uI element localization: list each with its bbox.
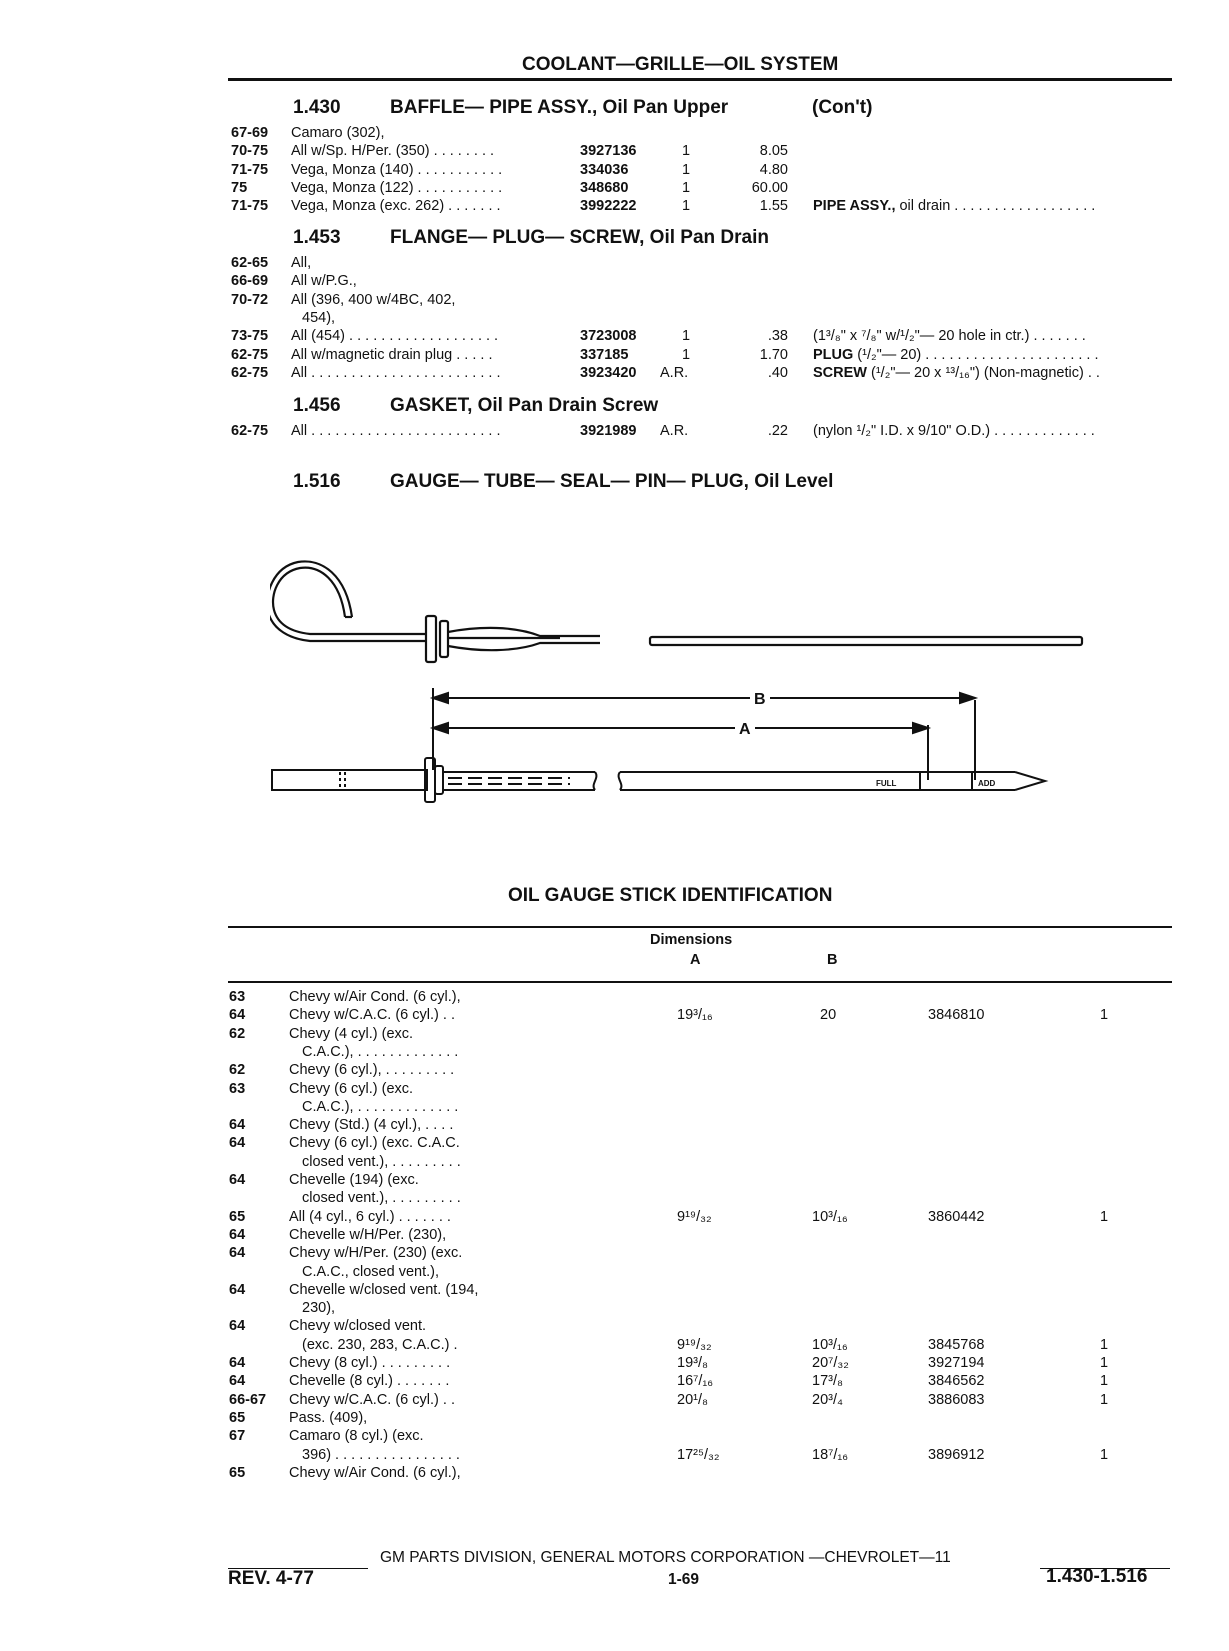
quantity: 1 xyxy=(682,161,691,178)
dimension-a: 20¹/₈ xyxy=(677,1391,708,1408)
dimension-b-label: B xyxy=(754,691,766,708)
ident-year: 64 xyxy=(229,1318,246,1335)
section-title: FLANGE— PLUG— SCREW, Oil Pan Drain xyxy=(390,227,769,248)
leader-dots: . . . . . . . . . . . xyxy=(413,179,503,196)
part-number: 348680 xyxy=(580,179,629,196)
ident-application: 396) . . . . . . . . . . . . . . . . xyxy=(302,1446,460,1463)
ident-part-number: 3927194 xyxy=(928,1355,985,1371)
application-text: All w/magnetic drain plug xyxy=(291,346,453,363)
ident-year: 64 xyxy=(229,1245,246,1262)
ident-application: Chevy w/Air Cond. (6 cyl.), xyxy=(289,989,461,1005)
row-application xyxy=(291,291,455,309)
quantity: A.R. xyxy=(660,423,689,439)
dimension-a: 17²⁵/₃₂ xyxy=(677,1446,720,1463)
ident-application: Chevy (6 cyl.), . . . . . . . . . xyxy=(289,1062,455,1079)
ident-application: Chevy (4 cyl.) (exc. xyxy=(289,1025,414,1042)
row-year: 67-69 xyxy=(231,125,269,141)
ident-quantity: 1 xyxy=(1100,1446,1109,1463)
dipstick-dimension-illustration xyxy=(272,688,1045,802)
dimension-a: 19³/₁₆ xyxy=(677,1007,713,1024)
dipstick-top-illustration xyxy=(270,561,1082,662)
ident-year: 66-67 xyxy=(229,1391,267,1408)
footer-page-number: 1-69 xyxy=(668,1571,700,1588)
ident-application: 230), xyxy=(302,1300,336,1317)
identification-title: OIL GAUGE STICK IDENTIFICATION xyxy=(508,885,833,906)
ident-application: Chevy (Std.) (4 cyl.), . . . . xyxy=(289,1117,454,1134)
item-name: PIPE ASSY., xyxy=(813,198,896,215)
leader-dots: . . . . . . . xyxy=(444,198,501,215)
row-application xyxy=(291,327,498,345)
row-application xyxy=(291,364,501,382)
ident-application: (exc. 230, 283, C.A.C.) . xyxy=(302,1336,458,1353)
footer-revision: REV. 4-77 xyxy=(228,1568,314,1589)
row-application xyxy=(291,124,384,142)
ident-quantity: 1 xyxy=(1100,1007,1109,1024)
price: .40 xyxy=(767,364,788,381)
price: .38 xyxy=(767,328,788,345)
ident-year: 64 xyxy=(229,1373,246,1390)
row-year: 62-75 xyxy=(231,346,269,363)
ident-year: 64 xyxy=(229,1172,246,1188)
row-application xyxy=(291,346,493,364)
ident-application: Pass. (409), xyxy=(289,1409,368,1426)
row-year: 71-75 xyxy=(231,161,269,178)
section-number: 1.453 xyxy=(293,227,341,248)
application-text: All w/P.G., xyxy=(291,273,357,290)
leader-dots: . . . . . . . . . . . . . . . . . . . xyxy=(345,328,499,345)
ident-year: 64 xyxy=(229,1355,246,1371)
dimension-a-label: A xyxy=(739,721,751,738)
ident-part-number: 3846562 xyxy=(928,1373,985,1390)
ident-application: Chevelle (194) (exc. xyxy=(289,1172,419,1188)
column-a-header: A xyxy=(690,952,701,968)
ident-year: 63 xyxy=(229,989,246,1005)
item-description xyxy=(813,422,1095,440)
ident-application: Chevelle (8 cyl.) . . . . . . . xyxy=(289,1373,450,1390)
leader-dots: . . . . . . . . . . . xyxy=(413,161,503,178)
row-application xyxy=(291,179,502,197)
ident-part-number: 3846810 xyxy=(928,1007,985,1024)
row-application xyxy=(291,272,357,290)
row-year: 62-75 xyxy=(231,423,269,439)
identification-header-rule xyxy=(228,981,1172,983)
section-title: BAFFLE— PIPE ASSY., Oil Pan Upper xyxy=(390,97,729,118)
dimension-b: 18⁷/₁₆ xyxy=(812,1446,849,1463)
ident-quantity: 1 xyxy=(1100,1208,1109,1225)
ident-part-number: 3896912 xyxy=(928,1446,985,1463)
leader-dots: . . . . . . . . . . . . . . . . . . . . . . . . xyxy=(307,364,501,381)
row-application xyxy=(291,161,502,179)
item-detail: (nylon ¹/₂" I.D. x 9/10" O.D.) . . . . . . . . . . . . . xyxy=(813,423,1095,439)
row-application xyxy=(291,254,311,272)
ident-year: 64 xyxy=(229,1135,246,1152)
part-number: 3992222 xyxy=(580,198,637,215)
application-text: Vega, Monza (exc. 262) xyxy=(291,198,445,215)
price: .22 xyxy=(767,423,788,439)
full-mark-label: FULL xyxy=(876,779,897,788)
row-year: 71-75 xyxy=(231,198,269,215)
price: 60.00 xyxy=(751,179,788,196)
ident-year: 65 xyxy=(229,1409,246,1426)
part-number: 3927136 xyxy=(580,143,637,160)
dimension-b: 10³/₁₆ xyxy=(812,1336,848,1353)
row-application xyxy=(291,422,501,440)
application-text: Camaro (302), xyxy=(291,125,385,141)
item-description xyxy=(813,346,1099,364)
quantity: 1 xyxy=(682,198,691,215)
footer-division: GM PARTS DIVISION, GENERAL MOTORS CORPORATION —CHEVROLET—11 xyxy=(380,1549,951,1566)
identification-top-rule xyxy=(228,926,1172,928)
ident-application: closed vent.), . . . . . . . . . xyxy=(302,1153,461,1170)
ident-part-number: 3845768 xyxy=(928,1336,985,1353)
leader-dots: . . . . . xyxy=(452,346,493,363)
ident-application: Chevy w/closed vent. xyxy=(289,1318,427,1335)
row-year: 75 xyxy=(231,179,248,196)
ident-application: Chevy w/C.A.C. (6 cyl.) . . xyxy=(289,1391,455,1408)
part-number: 337185 xyxy=(580,346,629,363)
application-text: All, xyxy=(291,255,312,271)
leader-dots: . . . . . . . . . . . . . . . . . . . . . . . . xyxy=(307,423,501,439)
item-description xyxy=(813,197,1095,215)
quantity: 1 xyxy=(682,179,691,196)
ident-application: C.A.C.), . . . . . . . . . . . . . xyxy=(302,1098,459,1115)
ident-application: Chevy (6 cyl.) (exc. xyxy=(289,1080,414,1097)
footer-section-range: 1.430-1.516 xyxy=(1046,1566,1148,1587)
application-text: All xyxy=(291,423,308,439)
part-number: 3923420 xyxy=(580,364,637,381)
ident-quantity: 1 xyxy=(1100,1391,1109,1408)
part-number: 3921989 xyxy=(580,423,637,439)
ident-application: Chevy w/Air Cond. (6 cyl.), xyxy=(289,1464,461,1481)
ident-part-number: 3886083 xyxy=(928,1391,985,1408)
oil-gauge-diagram xyxy=(270,540,1110,860)
item-detail: (1³/₈" x ⁷/₈" w/¹/₂"— 20 hole in ctr.) . . . . . . . xyxy=(813,328,1086,345)
row-application xyxy=(302,309,335,327)
ident-year: 63 xyxy=(229,1080,246,1097)
dimension-a: 16⁷/₁₆ xyxy=(677,1373,714,1390)
section-title: GASKET, Oil Pan Drain Screw xyxy=(390,395,659,416)
item-detail: (¹/₂"— 20 x ¹³/₁₆") (Non-magnetic) . . xyxy=(866,364,1100,381)
quantity: 1 xyxy=(682,346,691,363)
application-text: All (396, 400 w/4BC, 402, xyxy=(291,291,456,308)
quantity: A.R. xyxy=(660,364,689,381)
part-number: 334036 xyxy=(580,161,629,178)
dimension-a: 9¹⁹/₃₂ xyxy=(677,1336,712,1353)
dimension-a: 19³/₈ xyxy=(677,1355,708,1371)
ident-year: 64 xyxy=(229,1117,246,1134)
leader-dots: . . . . . . . . xyxy=(429,143,495,160)
price: 1.55 xyxy=(759,198,788,215)
ident-year: 64 xyxy=(229,1007,246,1024)
application-text: All w/Sp. H/Per. (350) xyxy=(291,143,430,160)
application-text: 454), xyxy=(302,309,336,326)
ident-year: 64 xyxy=(229,1226,246,1243)
dimension-b: 17³/₈ xyxy=(812,1373,843,1390)
ident-quantity: 1 xyxy=(1100,1373,1109,1390)
section-number: 1.456 xyxy=(293,395,341,416)
application-text: All xyxy=(291,364,308,381)
item-description xyxy=(813,364,1100,382)
seal-flange xyxy=(426,616,436,662)
ident-quantity: 1 xyxy=(1100,1355,1109,1371)
ident-application: All (4 cyl., 6 cyl.) . . . . . . . xyxy=(289,1208,451,1225)
ident-application: Chevelle w/closed vent. (194, xyxy=(289,1281,479,1298)
dimension-b: 20⁷/₃₂ xyxy=(812,1355,849,1371)
section-suffix: (Con't) xyxy=(812,97,873,118)
ident-application: Chevy w/C.A.C. (6 cyl.) . . xyxy=(289,1007,455,1024)
ident-part-number: 3860442 xyxy=(928,1208,985,1225)
item-description xyxy=(813,327,1086,345)
row-year: 70-75 xyxy=(231,143,269,160)
dimension-b: 20 xyxy=(820,1007,837,1024)
ident-application: Chevy (8 cyl.) . . . . . . . . . xyxy=(289,1355,451,1371)
section-title: GAUGE— TUBE— SEAL— PIN— PLUG, Oil Level xyxy=(390,471,834,492)
column-b-header: B xyxy=(827,952,838,968)
row-application xyxy=(291,197,501,215)
add-mark-label: ADD xyxy=(978,779,996,788)
dimension-b: 10³/₁₆ xyxy=(812,1208,848,1225)
row-year: 70-72 xyxy=(231,291,269,308)
item-detail: oil drain . . . . . . . . . . . . . . . . . . xyxy=(895,198,1096,215)
ident-year: 64 xyxy=(229,1281,246,1298)
ident-application: closed vent.), . . . . . . . . . xyxy=(302,1190,461,1207)
ident-year: 65 xyxy=(229,1208,246,1225)
ident-quantity: 1 xyxy=(1100,1336,1109,1353)
quantity: 1 xyxy=(682,143,691,160)
ident-year: 67 xyxy=(229,1428,246,1445)
item-name: PLUG xyxy=(813,346,854,363)
dimensions-column-header: Dimensions xyxy=(650,932,733,948)
ident-year: 62 xyxy=(229,1025,246,1042)
blade-shaft xyxy=(650,637,1082,645)
dimension-b: 20³/₄ xyxy=(812,1391,843,1408)
application-text: Vega, Monza (122) xyxy=(291,179,414,196)
section-number: 1.516 xyxy=(293,471,341,492)
ident-application: Chevy (6 cyl.) (exc. C.A.C. xyxy=(289,1135,460,1152)
application-text: All (454) xyxy=(291,328,345,345)
section-number: 1.430 xyxy=(293,97,341,118)
ident-application: C.A.C.), . . . . . . . . . . . . . xyxy=(302,1043,459,1060)
ident-application: Chevelle w/H/Per. (230), xyxy=(289,1226,447,1243)
part-number: 3723008 xyxy=(580,328,637,345)
item-name: SCREW xyxy=(813,364,867,381)
header-rule xyxy=(228,78,1172,81)
ident-application: Camaro (8 cyl.) (exc. xyxy=(289,1428,424,1445)
page-header-title: COOLANT—GRILLE—OIL SYSTEM xyxy=(522,54,839,75)
quantity: 1 xyxy=(682,328,691,345)
application-text: Vega, Monza (140) xyxy=(291,161,414,178)
row-year: 66-69 xyxy=(231,273,269,290)
ident-year: 62 xyxy=(229,1062,246,1079)
row-year: 62-75 xyxy=(231,364,269,381)
ident-application: Chevy w/H/Per. (230) (exc. xyxy=(289,1245,463,1262)
price: 4.80 xyxy=(759,161,788,178)
dimension-a: 9¹⁹/₃₂ xyxy=(677,1208,712,1225)
row-year: 73-75 xyxy=(231,328,269,345)
ident-year: 65 xyxy=(229,1464,246,1481)
price: 8.05 xyxy=(759,143,788,160)
row-application xyxy=(291,142,494,160)
item-detail: (¹/₂"— 20) . . . . . . . . . . . . . . . . . . . . . . xyxy=(853,346,1099,363)
row-year: 62-65 xyxy=(231,255,269,271)
price: 1.70 xyxy=(759,346,788,363)
ident-application: C.A.C., closed vent.), xyxy=(302,1263,439,1280)
